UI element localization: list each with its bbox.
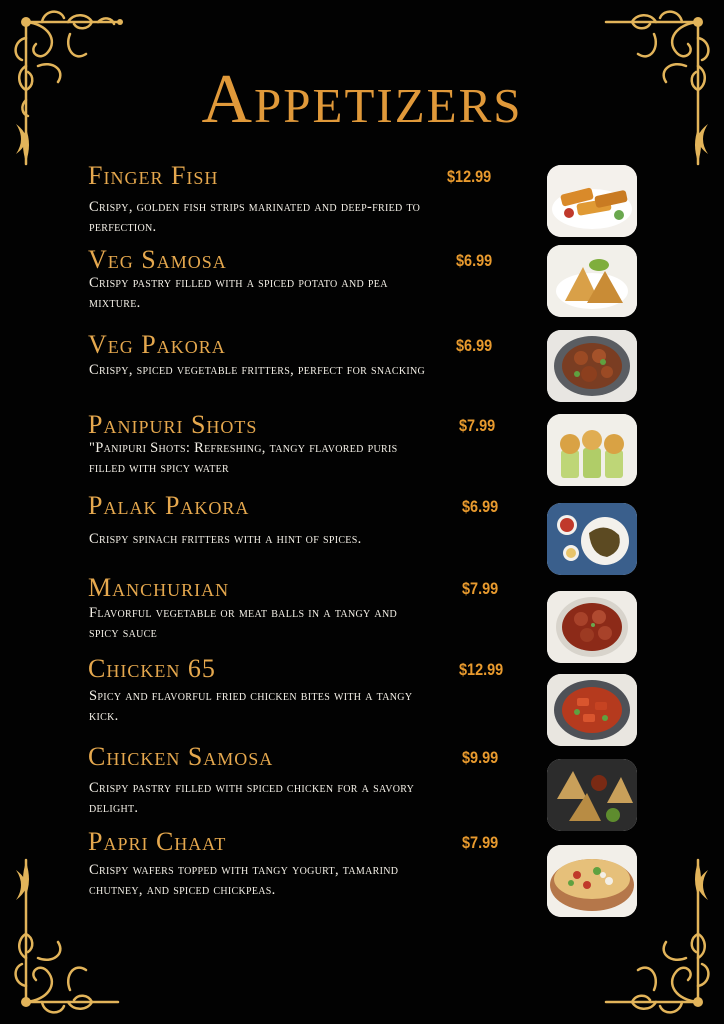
item-price: $6.99 — [456, 251, 493, 270]
item-price: $9.99 — [462, 748, 499, 767]
item-name: Veg Pakora — [88, 330, 226, 359]
veg-samosa-photo — [547, 245, 637, 317]
item-name: Palak Pakora — [88, 491, 250, 520]
item-price: $7.99 — [459, 416, 496, 435]
item-name: Veg Samosa — [88, 245, 227, 274]
menu-item — [88, 654, 688, 734]
finger-fish-photo — [547, 165, 637, 237]
menu-item — [88, 827, 688, 907]
item-name: Papri Chaat — [88, 827, 227, 856]
item-description: Crispy pastry filled with a spiced potato and pea mixture. — [89, 275, 388, 311]
item-description: Crispy wafers topped with tangy yogurt, tamarind chutney, and spiced chickpeas. — [89, 862, 399, 898]
menu-item — [88, 491, 688, 571]
item-name: Panipuri Shots — [88, 410, 258, 439]
item-price: $7.99 — [462, 579, 499, 598]
menu-item — [88, 410, 688, 490]
chicken-samosa-photo — [547, 759, 637, 831]
item-name: Manchurian — [88, 573, 230, 602]
item-description: Spicy and flavorful fried chicken bites with a tangy kick. — [89, 688, 413, 724]
item-description: "Panipuri Shots: Refreshing, tangy flavored puris filled with spicy water — [89, 440, 398, 476]
chicken-65-photo — [547, 674, 637, 746]
menu-item — [88, 245, 688, 325]
menu-item — [88, 742, 688, 822]
item-description: Flavorful vegetable or meat balls in a tangy and spicy sauce — [89, 605, 398, 641]
palak-pakora-photo — [547, 503, 637, 575]
papri-chaat-photo — [547, 845, 637, 917]
item-name: Finger Fish — [88, 161, 219, 190]
veg-pakora-photo — [547, 330, 637, 402]
manchurian-photo — [547, 591, 637, 663]
menu-item — [88, 330, 688, 410]
menu-item — [88, 573, 688, 653]
item-price: $12.99 — [447, 167, 492, 186]
item-description: Crispy pastry filled with spiced chicken for a savory delight. — [89, 780, 415, 816]
item-description: Crispy, spiced vegetable fritters, perfect for snacking — [89, 362, 426, 378]
item-price: $12.99 — [459, 660, 504, 679]
item-price: $7.99 — [462, 833, 499, 852]
page-title: Appetizers — [201, 61, 523, 138]
item-description: Crispy spinach fritters with a hint of spices. — [89, 531, 362, 547]
menu-item — [88, 161, 688, 241]
item-price: $6.99 — [456, 336, 493, 355]
item-description: Crispy, golden fish strips marinated and deep-fried to perfection. — [89, 199, 421, 235]
item-name: Chicken 65 — [88, 654, 216, 683]
item-name: Chicken Samosa — [88, 742, 274, 771]
panipuri-shots-photo — [547, 414, 637, 486]
item-price: $6.99 — [462, 497, 499, 516]
